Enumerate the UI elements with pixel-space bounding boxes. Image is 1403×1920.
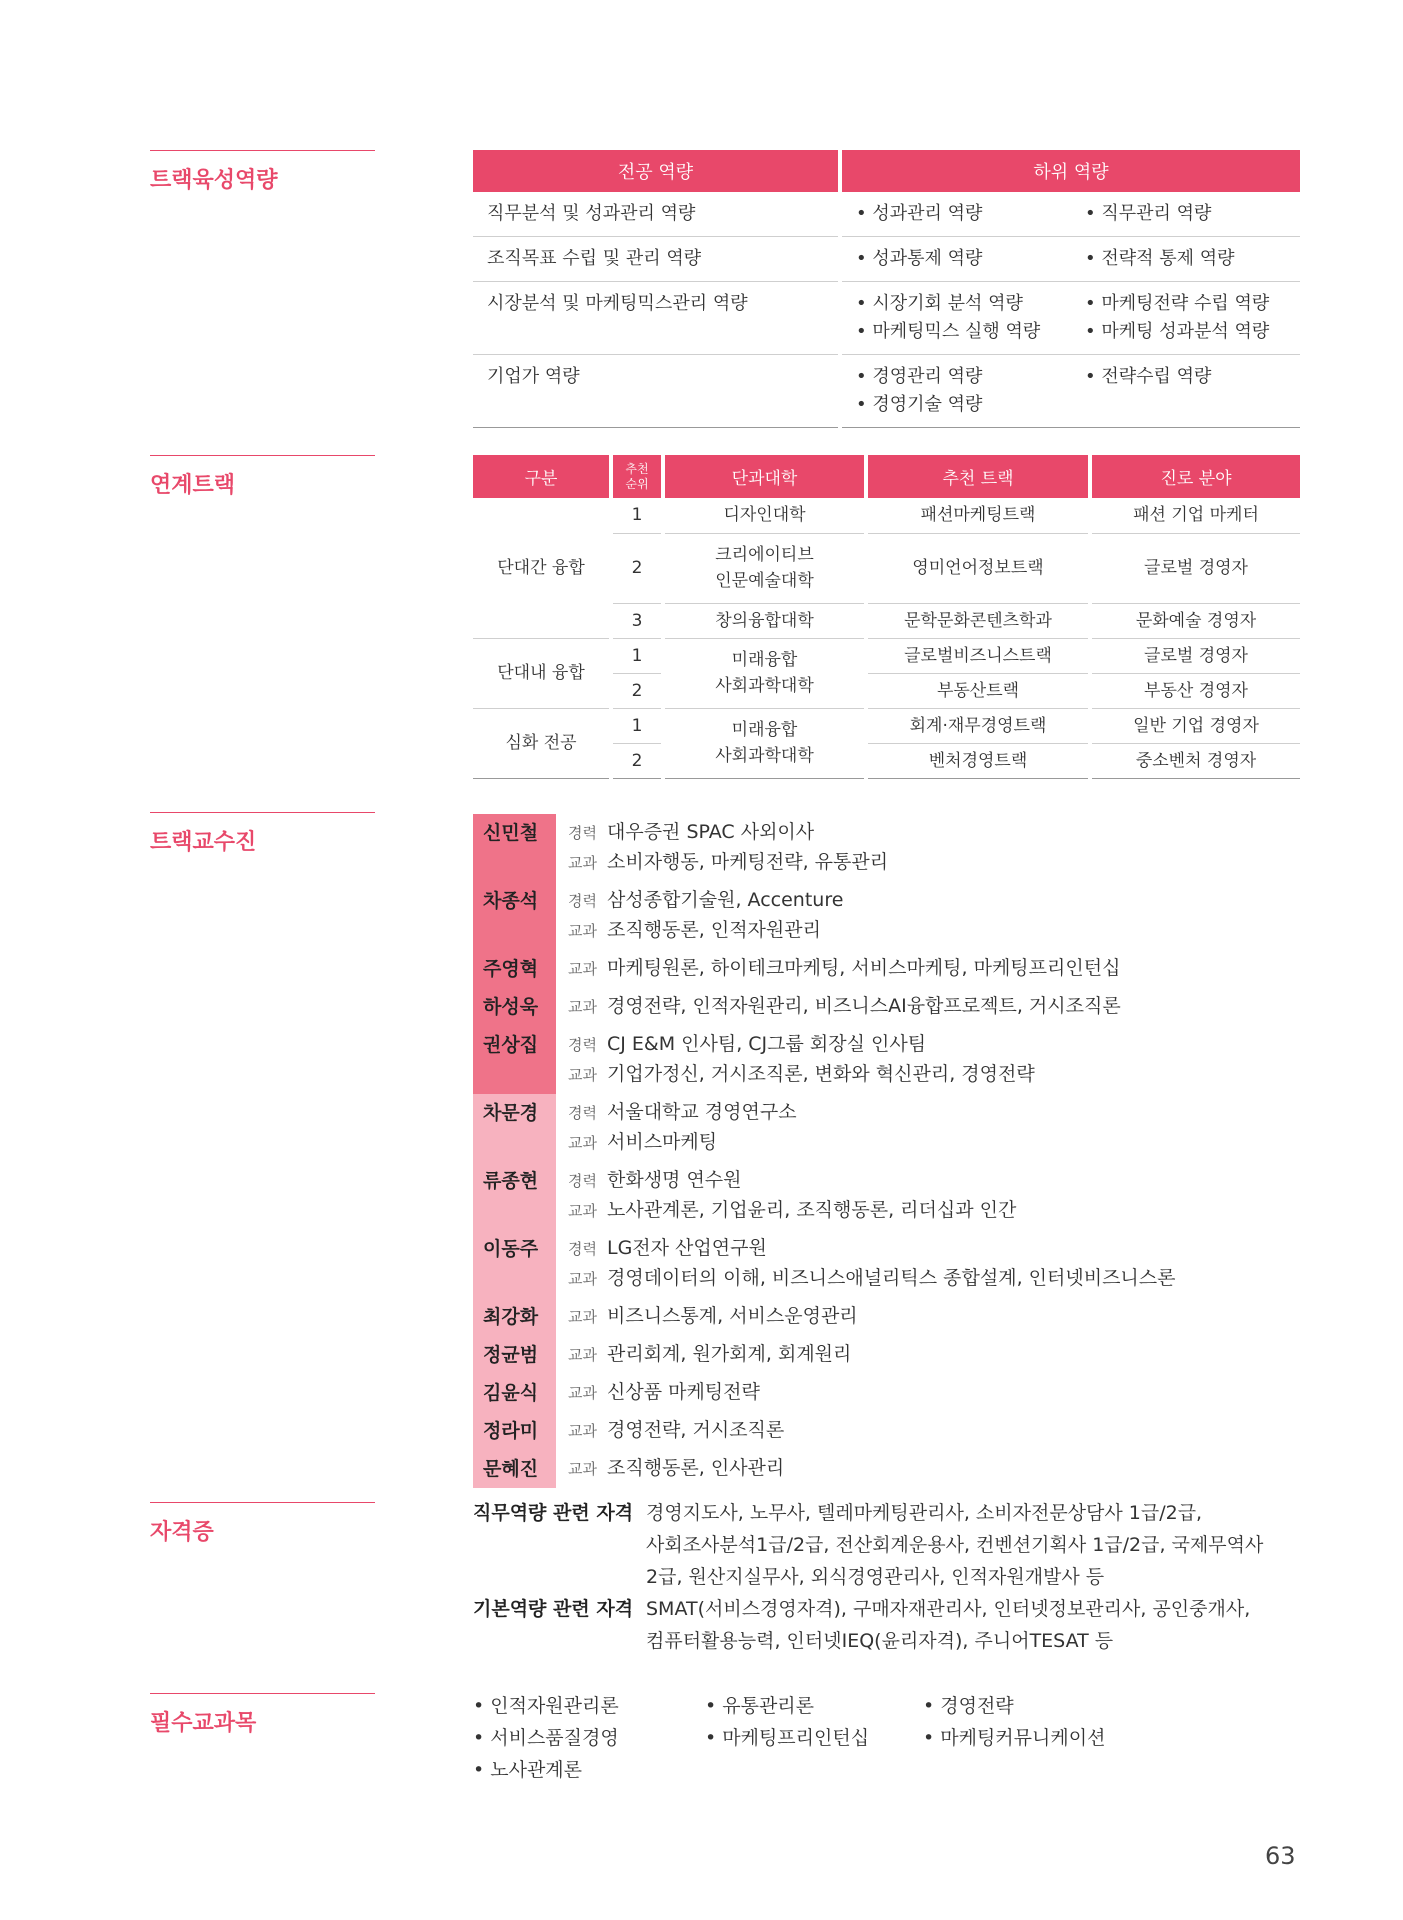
table-row bbox=[473, 192, 1300, 237]
list-item: 차종석 경력 삼성종합기술원, Accenture 교과 조직행동론, 인적자원관리 bbox=[473, 882, 1300, 950]
sub-competency: • 경영관리 역량 • 경영기술 역량 bbox=[842, 355, 1071, 428]
section-required-courses bbox=[150, 1693, 375, 1737]
group-cell: 심화 전공 bbox=[473, 708, 611, 778]
career-cell: 글로벌 경영자 bbox=[1090, 638, 1300, 673]
sub-competency: • 마케팅전략 수립 역량 • 마케팅 성과분석 역량 bbox=[1071, 282, 1300, 355]
professor-name: 최강화 bbox=[473, 1298, 556, 1336]
list-item: 신민철 경력 대우증권 SPAC 사외이사 교과 소비자행동, 마케팅전략, 유통관리 bbox=[473, 814, 1300, 882]
table-row bbox=[473, 708, 1300, 743]
course-item: • 인적자원관리론 bbox=[473, 1695, 619, 1717]
header-college: 단과대학 bbox=[663, 455, 866, 498]
professor-name: 차종석 bbox=[473, 882, 556, 950]
track-cell: 영미언어정보트랙 bbox=[866, 533, 1090, 603]
rank-cell: 3 bbox=[611, 603, 663, 638]
professor-courses: 경영데이터의 이해, 비즈니스애널리틱스 종합설계, 인터넷비즈니스론 bbox=[606, 1267, 1176, 1289]
header-sub: 하위 역량 bbox=[842, 150, 1300, 192]
rank-cell: 2 bbox=[611, 533, 663, 603]
list-item: 차문경 경력 서울대학교 경영연구소 교과 서비스마케팅 bbox=[473, 1094, 1300, 1162]
certificate-items: SMAT(서비스경영자격), 구매자재관리사, 인터넷정보관리사, 공인중개사, 컴퓨터활용능력, 인터넷IEQ(윤리자격), 주니어TESAT 등 bbox=[646, 1598, 1251, 1652]
professor-courses: 비즈니스통계, 서비스운영관리 bbox=[606, 1305, 858, 1327]
rank-cell: 2 bbox=[611, 743, 663, 778]
certificate-category: 직무역량 관련 자격 bbox=[473, 1502, 634, 1524]
header-major: 전공 역량 bbox=[473, 150, 838, 192]
track-cell: 부동산트랙 bbox=[866, 673, 1090, 708]
rank-cell: 1 bbox=[611, 638, 663, 673]
header-rank: 추천 순위 bbox=[611, 455, 663, 498]
list-item: 권상집 경력 CJ E&M 인사팀, CJ그룹 회장실 인사팀 교과 기업가정신, 거시조직론, 변화와 혁신관리, 경영전략 bbox=[473, 1026, 1300, 1094]
list-item: 정균범 교과 관리회계, 원가회계, 회계원리 bbox=[473, 1336, 1300, 1374]
group-cell: 단대간 융합 bbox=[473, 498, 611, 638]
professor-courses: 기업가정신, 거시조직론, 변화와 혁신관리, 경영전략 bbox=[606, 1063, 1035, 1085]
sub-competency: • 성과관리 역량 bbox=[842, 192, 1071, 237]
course-item: • 노사관계론 bbox=[473, 1759, 583, 1781]
professor-name: 정라미 bbox=[473, 1412, 556, 1450]
course-item: • 경영전략 bbox=[923, 1695, 1014, 1717]
course-item: • 유통관리론 bbox=[705, 1695, 815, 1717]
career-cell: 글로벌 경영자 bbox=[1090, 533, 1300, 603]
section-linked-track bbox=[150, 455, 375, 499]
group-cell: 단대내 융합 bbox=[473, 638, 611, 708]
table-row bbox=[473, 355, 1300, 428]
professor-courses: 신상품 마케팅전략 bbox=[606, 1381, 760, 1403]
section-title: 트랙육성역량 bbox=[150, 168, 278, 193]
career-cell: 중소벤처 경영자 bbox=[1090, 743, 1300, 778]
career-cell: 일반 기업 경영자 bbox=[1090, 708, 1300, 743]
career-cell: 패션 기업 마케터 bbox=[1090, 498, 1300, 533]
professor-courses: 소비자행동, 마케팅전략, 유통관리 bbox=[606, 851, 889, 873]
professor-courses: 노사관계론, 기업윤리, 조직행동론, 리더십과 인간 bbox=[606, 1199, 1017, 1221]
list-item: 김윤식 교과 신상품 마케팅전략 bbox=[473, 1374, 1300, 1412]
college-cell: 크리에이티브 인문예술대학 bbox=[663, 533, 866, 603]
sub-competency: • 시장기회 분석 역량 • 마케팅믹스 실행 역량 bbox=[842, 282, 1071, 355]
header-track: 추천 트랙 bbox=[866, 455, 1090, 498]
career-cell: 부동산 경영자 bbox=[1090, 673, 1300, 708]
section-title: 필수교과목 bbox=[150, 1711, 257, 1736]
professor-courses: 경영전략, 거시조직론 bbox=[606, 1419, 785, 1441]
certificate-items: 경영지도사, 노무사, 텔레마케팅관리사, 소비자전문상담사 1급/2급, 사회조사분석1급/2급, 전산회계운용사, 컨벤션기획사 1급/2급, 국제무역사 2급, 원산지실무사, 외식경영관리사, 인적자원개발사 등 bbox=[646, 1502, 1264, 1588]
section-title: 트랙교수진 bbox=[150, 830, 257, 855]
professor-courses: 경영전략, 인적자원관리, 비즈니스AI융합프로젝트, 거시조직론 bbox=[606, 995, 1121, 1017]
section-track-competency bbox=[150, 150, 375, 194]
professor-name: 이동주 bbox=[473, 1230, 556, 1298]
professor-name: 류종현 bbox=[473, 1162, 556, 1230]
major-competency: 시장분석 및 마케팅믹스관리 역량 bbox=[473, 282, 838, 355]
professor-name: 문혜진 bbox=[473, 1450, 556, 1488]
college-cell: 미래융합 사회과학대학 bbox=[663, 638, 866, 708]
header-division: 구분 bbox=[473, 455, 611, 498]
professor-courses: 조직행동론, 인사관리 bbox=[606, 1457, 785, 1479]
course-item: • 마케팅프리인턴십 bbox=[705, 1727, 870, 1749]
course-item: • 서비스품질경영 bbox=[473, 1727, 619, 1749]
track-cell: 회계·재무경영트랙 bbox=[866, 708, 1090, 743]
rank-cell: 2 bbox=[611, 673, 663, 708]
professor-name: 하성욱 bbox=[473, 988, 556, 1026]
professor-career: 한화생명 연수원 bbox=[606, 1169, 742, 1191]
college-cell: 디자인대학 bbox=[663, 498, 866, 533]
linked-track-table bbox=[473, 455, 1300, 779]
career-cell: 문화예술 경영자 bbox=[1090, 603, 1300, 638]
professor-courses: 서비스마케팅 bbox=[606, 1131, 718, 1153]
section-title: 연계트랙 bbox=[150, 473, 236, 498]
header-career: 진로 분야 bbox=[1090, 455, 1300, 498]
major-competency: 조직목표 수립 및 관리 역량 bbox=[473, 237, 838, 282]
list-item: 하성욱 교과 경영전략, 인적자원관리, 비즈니스AI융합프로젝트, 거시조직론 bbox=[473, 988, 1300, 1026]
rank-cell: 1 bbox=[611, 498, 663, 533]
major-competency: 직무분석 및 성과관리 역량 bbox=[473, 192, 838, 237]
competency-table bbox=[473, 150, 1300, 428]
professor-career: 서울대학교 경영연구소 bbox=[606, 1101, 797, 1123]
professor-name: 차문경 bbox=[473, 1094, 556, 1162]
professor-courses: 조직행동론, 인적자원관리 bbox=[606, 919, 821, 941]
professor-career: 삼성종합기술원, Accenture bbox=[606, 889, 844, 911]
track-cell: 벤처경영트랙 bbox=[866, 743, 1090, 778]
major-competency: 기업가 역량 bbox=[473, 355, 838, 428]
section-certificates bbox=[150, 1502, 375, 1546]
table-row bbox=[473, 498, 1300, 533]
list-item: 문혜진 교과 조직행동론, 인사관리 bbox=[473, 1450, 1300, 1488]
track-cell: 글로벌비즈니스트랙 bbox=[866, 638, 1090, 673]
table-row bbox=[473, 237, 1300, 282]
professor-career: CJ E&M 인사팀, CJ그룹 회장실 인사팀 bbox=[606, 1033, 927, 1055]
certificate-list bbox=[473, 1497, 1313, 1657]
list-item: 주영혁 교과 마케팅원론, 하이테크마케팅, 서비스마케팅, 마케팅프리인턴십 bbox=[473, 950, 1300, 988]
rank-cell: 1 bbox=[611, 708, 663, 743]
list-item: 최강화 교과 비즈니스통계, 서비스운영관리 bbox=[473, 1298, 1300, 1336]
faculty-list bbox=[473, 814, 1300, 1488]
college-cell: 미래융합 사회과학대학 bbox=[663, 708, 866, 778]
table-row bbox=[473, 638, 1300, 673]
sub-competency: • 직무관리 역량 bbox=[1071, 192, 1300, 237]
track-cell: 패션마케팅트랙 bbox=[866, 498, 1090, 533]
required-course-list bbox=[473, 1690, 1300, 1786]
track-cell: 문학문화콘텐츠학과 bbox=[866, 603, 1090, 638]
list-item: 정라미 교과 경영전략, 거시조직론 bbox=[473, 1412, 1300, 1450]
sub-competency: • 성과통제 역량 bbox=[842, 237, 1071, 282]
list-item: 이동주 경력 LG전자 산업연구원 교과 경영데이터의 이해, 비즈니스애널리틱스 종합설계, 인터넷비즈니스론 bbox=[473, 1230, 1300, 1298]
section-title: 자격증 bbox=[150, 1520, 214, 1545]
professor-courses: 마케팅원론, 하이테크마케팅, 서비스마케팅, 마케팅프리인턴십 bbox=[606, 957, 1121, 979]
list-item bbox=[473, 1497, 1313, 1593]
professor-name: 신민철 bbox=[473, 814, 556, 882]
professor-name: 권상집 bbox=[473, 1026, 556, 1094]
professor-name: 주영혁 bbox=[473, 950, 556, 988]
list-item: 류종현 경력 한화생명 연수원 교과 노사관계론, 기업윤리, 조직행동론, 리더십과 인간 bbox=[473, 1162, 1300, 1230]
professor-courses: 관리회계, 원가회계, 회계원리 bbox=[606, 1343, 852, 1365]
page-number: 63 bbox=[1265, 1842, 1296, 1870]
professor-name: 정균범 bbox=[473, 1336, 556, 1374]
professor-career: 대우증권 SPAC 사외이사 bbox=[606, 821, 815, 843]
course-item: • 마케팅커뮤니케이션 bbox=[923, 1727, 1106, 1749]
certificate-category: 기본역량 관련 자격 bbox=[473, 1598, 634, 1620]
professor-career: LG전자 산업연구원 bbox=[606, 1237, 767, 1259]
list-item bbox=[473, 1593, 1313, 1657]
sub-competency: • 전략수립 역량 bbox=[1071, 355, 1300, 428]
professor-name: 김윤식 bbox=[473, 1374, 556, 1412]
table-row bbox=[473, 282, 1300, 355]
section-faculty bbox=[150, 812, 375, 856]
sub-competency: • 전략적 통제 역량 bbox=[1071, 237, 1300, 282]
college-cell: 창의융합대학 bbox=[663, 603, 866, 638]
